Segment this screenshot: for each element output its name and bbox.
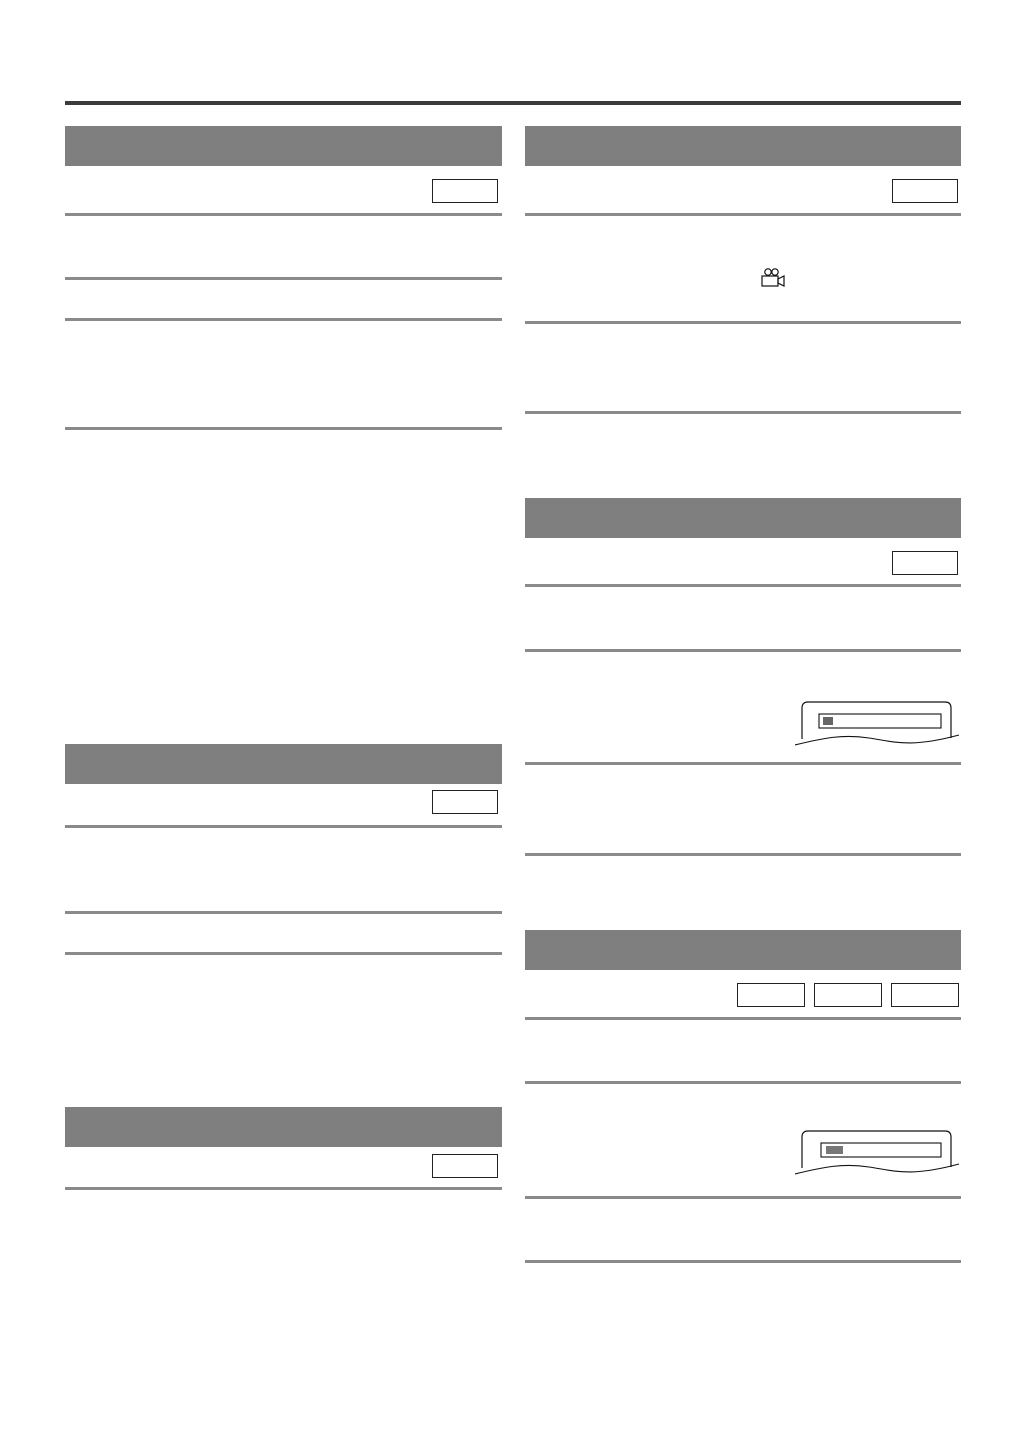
camera-angle-icon: [760, 268, 786, 288]
rule-left-8: [65, 1187, 502, 1190]
section-header-right-1: [525, 126, 961, 166]
section-header-right-2: [525, 498, 961, 538]
rule-right-9: [525, 1081, 961, 1084]
disc-badge-left-1: [432, 179, 498, 203]
top-page-rule: [65, 101, 961, 105]
rule-right-7: [525, 853, 961, 856]
disc-badge-right-3c: [891, 983, 959, 1007]
onscreen-display-illustration-2: [795, 1129, 955, 1177]
section-header-right-3: [525, 930, 961, 970]
rule-right-6: [525, 762, 961, 765]
disc-badge-right-1: [892, 179, 958, 203]
rule-right-8: [525, 1017, 961, 1020]
rule-right-11: [525, 1260, 961, 1263]
disc-badge-left-2: [432, 790, 498, 814]
rule-left-4: [65, 427, 502, 430]
onscreen-display-illustration: [795, 700, 955, 748]
rule-left-7: [65, 952, 502, 955]
rule-right-4: [525, 584, 961, 587]
rule-right-3: [525, 411, 961, 414]
rule-right-10: [525, 1196, 961, 1199]
disc-badge-right-2: [892, 551, 958, 575]
rule-left-5: [65, 825, 502, 828]
rule-right-5: [525, 649, 961, 652]
disc-badge-left-3: [432, 1154, 498, 1178]
rule-left-2: [65, 277, 502, 280]
rule-right-2: [525, 321, 961, 324]
section-header-left-2: [65, 744, 502, 784]
rule-left-6: [65, 911, 502, 914]
section-header-left-1: [65, 126, 502, 166]
section-header-left-3: [65, 1107, 502, 1147]
rule-right-1: [525, 213, 961, 216]
disc-badge-right-3b: [814, 983, 882, 1007]
disc-badge-right-3a: [737, 983, 805, 1007]
rule-left-3: [65, 318, 502, 321]
rule-left-1: [65, 213, 502, 216]
